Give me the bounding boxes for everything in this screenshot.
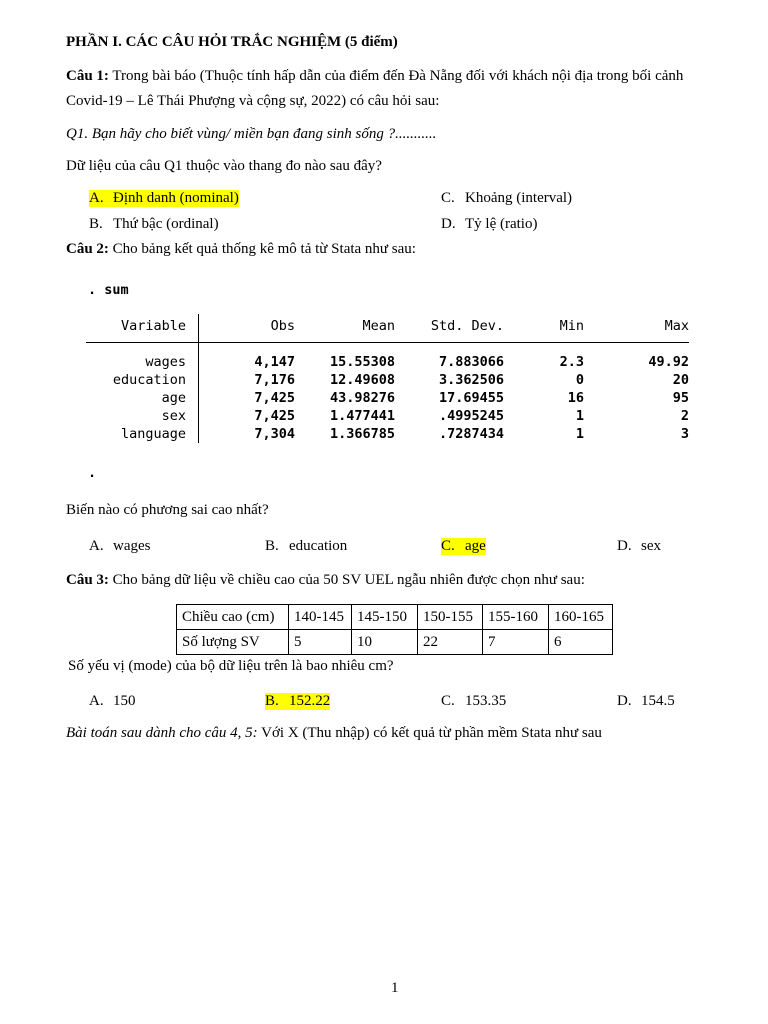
q3-option-d-text: 154.5 bbox=[641, 693, 675, 709]
q2-label: Câu 2: bbox=[66, 241, 109, 257]
q2-question: Biến nào có phương sai cao nhất? bbox=[66, 502, 269, 518]
q1-option-c bbox=[441, 190, 572, 207]
q3-option-b bbox=[265, 693, 330, 710]
q3-question: Số yếu vị (mode) của bộ dữ liệu trên là bao nhiêu cm? bbox=[68, 658, 394, 674]
table-cell: 17.69455 bbox=[438, 390, 504, 406]
q3-option-c-text: 153.35 bbox=[465, 693, 507, 709]
section-title: PHẦN I. CÁC CÂU HỎI TRẮC NGHIỆM (5 điểm) bbox=[66, 34, 398, 50]
table-cell: Chiều cao (cm) bbox=[177, 605, 289, 630]
table-cell: 2 bbox=[680, 408, 689, 424]
table-cell: 145-150 bbox=[352, 605, 418, 630]
table-cell: sex bbox=[86, 407, 199, 425]
table-cell: .7287434 bbox=[438, 426, 504, 442]
q2-option-c-text: age bbox=[465, 538, 486, 554]
table-cell: 22 bbox=[418, 630, 483, 655]
q2-option-a-text: wages bbox=[113, 538, 151, 554]
q3-body: Cho bảng dữ liệu về chiều cao của 50 SV UEL ngẫu nhiên được chọn như sau: bbox=[108, 572, 585, 588]
table-cell: 160-165 bbox=[549, 605, 613, 630]
q1-option-d bbox=[441, 216, 537, 233]
table-cell: 4,147 bbox=[254, 354, 295, 370]
q1-option-d-letter: D. bbox=[441, 216, 456, 232]
q3-option-c-letter: C. bbox=[441, 693, 455, 709]
q45-intro-label: Bài toán sau dành cho câu 4, 5: bbox=[66, 725, 258, 741]
table-cell: 7,176 bbox=[254, 372, 295, 388]
q1-option-c-text: Khoảng (interval) bbox=[465, 190, 573, 206]
stata-header-variable: Variable bbox=[86, 314, 199, 343]
q3-label: Câu 3: bbox=[66, 572, 109, 588]
q1-text-line1 bbox=[66, 68, 683, 85]
table-cell: 16 bbox=[567, 390, 584, 406]
table-cell: 1.366785 bbox=[329, 426, 395, 442]
q2-option-a bbox=[89, 538, 151, 555]
q2-option-b-text: education bbox=[289, 538, 348, 554]
stata-header-max: Max bbox=[584, 314, 689, 343]
table-cell: 140-145 bbox=[289, 605, 352, 630]
page-number: 1 bbox=[391, 980, 399, 996]
table-cell: 43.98276 bbox=[329, 390, 395, 406]
q1-question: Dữ liệu của câu Q1 thuộc vào thang đo nào sau đây? bbox=[66, 158, 382, 174]
q2-option-b-letter: B. bbox=[265, 538, 279, 554]
table-cell: 12.49608 bbox=[329, 372, 395, 388]
stata-header-stddev: Std. Dev. bbox=[395, 314, 504, 343]
table-cell: 7.883066 bbox=[438, 354, 504, 370]
table-cell: 10 bbox=[352, 630, 418, 655]
q1-text-line2: Covid-19 – Lê Thái Phượng và cộng sự, 2022) có câu hỏi sau: bbox=[66, 93, 440, 109]
table-cell: 6 bbox=[549, 630, 613, 655]
table-cell: 0 bbox=[575, 372, 584, 388]
q45-intro bbox=[66, 725, 602, 742]
stata-header-obs: Obs bbox=[199, 314, 296, 343]
q2-body: Cho bảng kết quả thống kê mô tả từ Stata như sau: bbox=[108, 241, 416, 257]
q1-option-a-text: Định danh (nominal) bbox=[113, 190, 239, 206]
q1-option-b bbox=[89, 216, 219, 233]
stata-command: . sum bbox=[88, 282, 129, 298]
table-cell: 3.362506 bbox=[438, 372, 504, 388]
table-row bbox=[86, 425, 689, 443]
q3-option-a-text: 150 bbox=[113, 693, 136, 709]
table-cell: 1.477441 bbox=[329, 408, 395, 424]
table-cell: 7,425 bbox=[254, 408, 295, 424]
table-cell: 155-160 bbox=[483, 605, 549, 630]
stata-header-min: Min bbox=[504, 314, 584, 343]
table-cell: 15.55308 bbox=[329, 354, 395, 370]
q1-option-b-letter: B. bbox=[89, 216, 103, 232]
table-cell: .4995245 bbox=[438, 408, 504, 424]
height-frequency-table bbox=[176, 604, 613, 655]
table-row bbox=[86, 389, 689, 407]
q2-option-d-letter: D. bbox=[617, 538, 632, 554]
table-cell: 150-155 bbox=[418, 605, 483, 630]
q3-option-d-letter: D. bbox=[617, 693, 632, 709]
table-cell: 1 bbox=[575, 426, 584, 442]
q3-option-b-text: 152.22 bbox=[289, 693, 331, 709]
table-row bbox=[86, 371, 689, 389]
table-cell: wages bbox=[86, 343, 199, 372]
table-cell: 1 bbox=[575, 408, 584, 424]
table-cell: age bbox=[86, 389, 199, 407]
table-row bbox=[177, 630, 613, 655]
q1-label: Câu 1: bbox=[66, 68, 109, 84]
q3-option-d bbox=[617, 693, 675, 710]
q2-option-a-letter: A. bbox=[89, 538, 104, 554]
table-cell: education bbox=[86, 371, 199, 389]
table-row bbox=[177, 605, 613, 630]
q2-text bbox=[66, 241, 416, 258]
stata-header-mean: Mean bbox=[295, 314, 395, 343]
q3-option-a bbox=[89, 693, 136, 710]
q2-option-c bbox=[441, 538, 486, 555]
table-cell: 95 bbox=[672, 390, 689, 406]
q2-option-b bbox=[265, 538, 347, 555]
q3-option-a-letter: A. bbox=[89, 693, 104, 709]
q45-intro-text: Với X (Thu nhập) có kết quả từ phần mềm Stata như sau bbox=[257, 725, 602, 741]
table-cell: 7,304 bbox=[254, 426, 295, 442]
table-cell: 3 bbox=[680, 426, 689, 442]
q1-option-d-text: Tỷ lệ (ratio) bbox=[465, 216, 538, 232]
table-cell: 2.3 bbox=[559, 354, 584, 370]
q2-option-d bbox=[617, 538, 661, 555]
table-cell: 20 bbox=[672, 372, 689, 388]
stata-prompt-dot: . bbox=[88, 465, 97, 481]
q3-option-c bbox=[441, 693, 506, 710]
q1-body: Trong bài báo (Thuộc tính hấp dẫn của điểm đến Đà Nẵng đối với khách nội địa trong bối cảnh bbox=[108, 68, 684, 84]
table-row bbox=[86, 343, 689, 372]
q3-option-b-letter: B. bbox=[265, 693, 279, 709]
q2-option-c-letter: C. bbox=[441, 538, 455, 554]
q2-option-d-text: sex bbox=[641, 538, 661, 554]
q3-text bbox=[66, 572, 585, 589]
table-cell: language bbox=[86, 425, 199, 443]
table-cell: Số lượng SV bbox=[177, 630, 289, 655]
q1-option-a-letter: A. bbox=[89, 190, 104, 206]
table-row bbox=[86, 407, 689, 425]
q1-quote: Q1. Bạn hãy cho biết vùng/ miền bạn đang sinh sống ?........... bbox=[66, 126, 437, 142]
stata-summary-table bbox=[86, 314, 689, 443]
stata-header-row bbox=[86, 314, 689, 343]
q1-option-c-letter: C. bbox=[441, 190, 455, 206]
table-cell: 5 bbox=[289, 630, 352, 655]
q1-option-b-text: Thứ bậc (ordinal) bbox=[113, 216, 219, 232]
table-cell: 7 bbox=[483, 630, 549, 655]
table-cell: 7,425 bbox=[254, 390, 295, 406]
table-cell: 49.92 bbox=[648, 354, 689, 370]
q1-option-a bbox=[89, 190, 239, 207]
